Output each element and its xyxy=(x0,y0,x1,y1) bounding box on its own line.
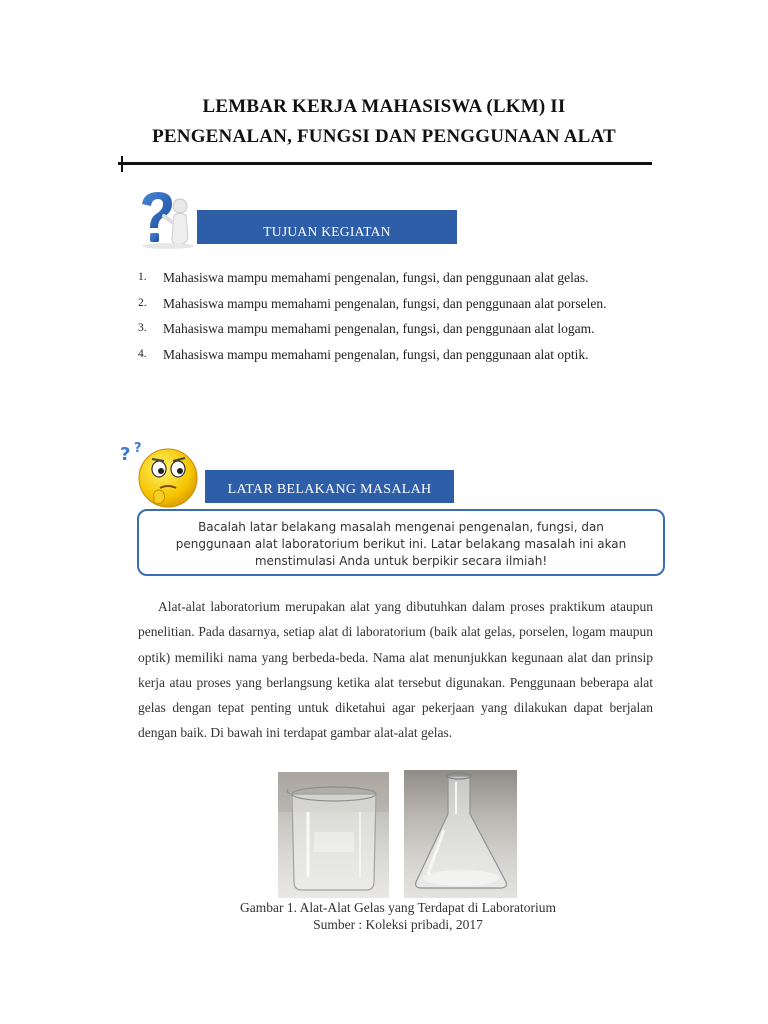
svg-text:?: ? xyxy=(120,444,131,465)
list-item xyxy=(138,342,653,368)
list-number: 3. xyxy=(138,322,147,334)
figure-source: Sumber : Koleksi pribadi, 2017 xyxy=(313,917,483,932)
title-divider xyxy=(118,162,652,165)
page-title: LEMBAR KERJA MAHASISWA (LKM) II xyxy=(202,96,566,117)
callout-line: penggunaan alat laboratorium berikut ini. Latar belakang masalah ini akan xyxy=(175,537,627,551)
tujuan-kegiatan-banner: TUJUAN KEGIATAN xyxy=(197,210,457,244)
list-item xyxy=(138,291,653,317)
list-item xyxy=(138,265,653,291)
list-number: 4. xyxy=(138,347,147,360)
list-item xyxy=(138,316,653,342)
list-number: 1. xyxy=(138,271,147,283)
callout-line: menstimulasi Anda untuk berpikir secara ilmiah! xyxy=(254,554,548,568)
divider-tick xyxy=(121,156,123,172)
goal-list xyxy=(138,265,653,367)
list-text: Mahasiswa mampu memahami pengenalan, fungsi, dan penggunaan alat porselen. xyxy=(163,295,607,311)
background-paragraph: Alat-alat laboratorium merupakan alat yang dibutuhkan dalam proses praktikum ataupun penelitian. Pada dasarnya, setiap alat di laboratorium (baik alat gelas, porselen, logam maupun optik) memiliki nama yang berbeda-beda. Nama alat menunjukkan kegunaan alat dan prinsip kerja atau proses yang berlangsung ketika alat tersebut digunakan. Penggunaan beberapa alat gelas dengan tepat penting untuk diketahui agar pekerjaan yang dilakukan dapat berjalan dengan baik. Di bawah ini terdapat gambar alat-alat gelas. xyxy=(138,599,653,741)
question-mark-icon xyxy=(128,188,200,250)
erlenmeyer-flask-photo xyxy=(404,770,517,898)
list-text: Mahasiswa mampu memahami pengenalan, fungsi, dan penggunaan alat logam. xyxy=(163,321,595,336)
list-number: 2. xyxy=(138,296,147,309)
list-text: Mahasiswa mampu memahami pengenalan, fungsi, dan penggunaan alat optik. xyxy=(163,346,589,362)
svg-text:?: ? xyxy=(134,441,142,456)
callout-line: Bacalah latar belakang masalah mengenai pengenalan, fungsi, dan xyxy=(198,520,604,534)
beaker-photo xyxy=(278,772,389,898)
latar-belakang-banner: LATAR BELAKANG MASALAH xyxy=(205,470,454,503)
list-text: Mahasiswa mampu memahami pengenalan, fungsi, dan penggunaan alat gelas. xyxy=(163,270,589,285)
thinking-face-icon xyxy=(114,440,206,508)
figure-caption: Gambar 1. Alat-Alat Gelas yang Terdapat di Laboratorium xyxy=(240,900,556,915)
instruction-callout xyxy=(137,509,665,576)
page-subtitle: PENGENALAN, FUNGSI DAN PENGGUNAAN ALAT xyxy=(152,126,616,147)
